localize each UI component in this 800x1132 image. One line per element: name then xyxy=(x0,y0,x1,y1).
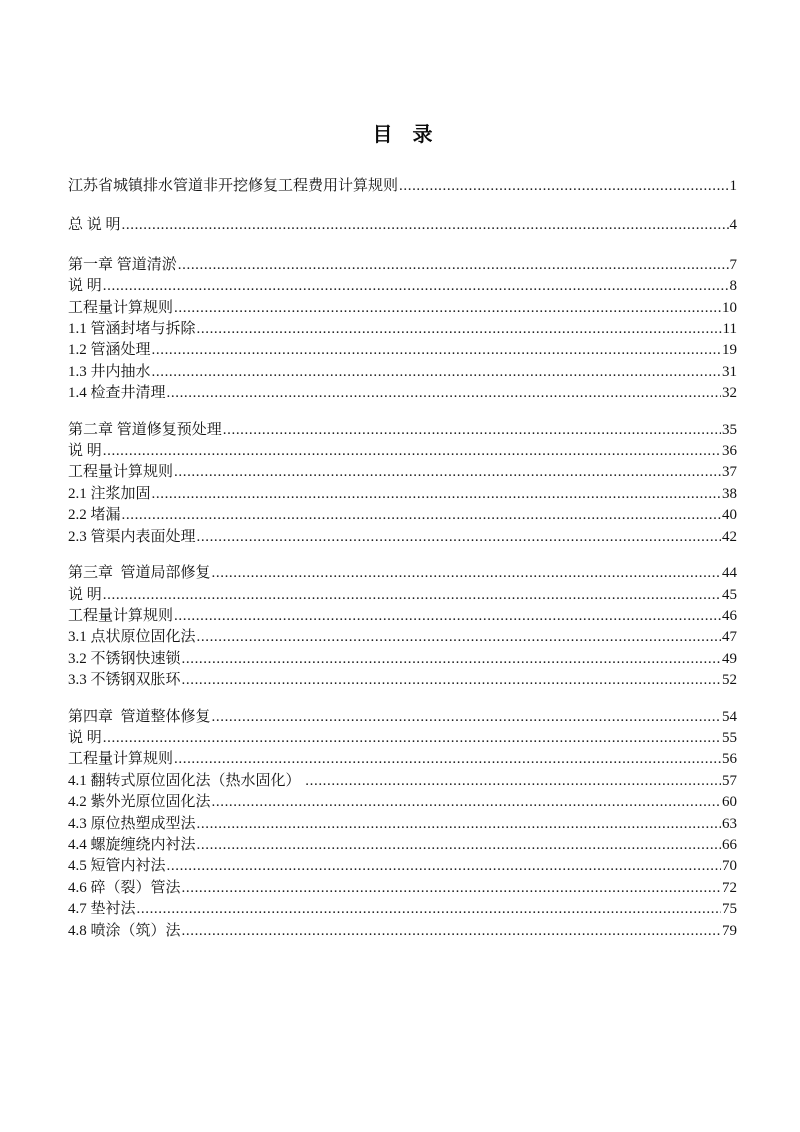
toc-entry-label: 说 明 xyxy=(68,729,102,746)
toc-dot-leader xyxy=(197,627,721,648)
toc-entry-page: 19 xyxy=(722,342,737,359)
toc-entry-page: 63 xyxy=(722,815,737,832)
toc-dot-leader xyxy=(399,176,728,197)
toc-list xyxy=(68,176,737,942)
toc-entry-label: 工程量计算规则 xyxy=(68,751,174,768)
toc-entry-label: 总 说 明 xyxy=(68,217,121,234)
toc-entry xyxy=(68,276,737,297)
toc-entry-label: 4.4 螺旋缠绕内衬法 xyxy=(68,836,196,853)
toc-entry-page: 11 xyxy=(722,321,737,338)
toc-entry xyxy=(68,362,737,383)
toc-dot-leader xyxy=(174,749,721,770)
toc-dot-leader xyxy=(212,707,721,728)
toc-entry xyxy=(68,606,737,627)
toc-dot-leader xyxy=(197,814,721,835)
toc-dot-leader xyxy=(103,441,721,462)
toc-entry xyxy=(68,814,737,835)
toc-entry-label: 4.6 碎（裂）管法 xyxy=(68,879,181,896)
toc-dot-leader xyxy=(212,563,721,584)
toc-entry xyxy=(68,649,737,670)
toc-entry-page: 36 xyxy=(722,443,737,460)
toc-entry-label: 3.3 不锈钢双胀环 xyxy=(68,672,181,689)
toc-entry xyxy=(68,176,737,197)
toc-entry-label: 2.3 管渠内表面处理 xyxy=(68,528,196,545)
toc-entry-page: 49 xyxy=(722,650,737,667)
toc-entry xyxy=(68,899,737,920)
toc-dot-leader xyxy=(174,606,721,627)
toc-dot-leader xyxy=(152,340,721,361)
toc-section xyxy=(68,176,737,197)
toc-entry-label: 说 明 xyxy=(68,586,102,603)
toc-entry-page: 32 xyxy=(722,385,737,402)
toc-dot-leader xyxy=(122,505,721,526)
toc-entry-page: 8 xyxy=(729,278,737,295)
toc-entry-page: 66 xyxy=(722,836,737,853)
toc-entry xyxy=(68,527,737,548)
toc-dot-leader xyxy=(103,728,721,749)
toc-entry-page: 75 xyxy=(722,901,737,918)
toc-dot-leader xyxy=(103,276,729,297)
toc-entry-label: 3.1 点状原位固化法 xyxy=(68,629,196,646)
toc-dot-leader xyxy=(182,670,721,691)
toc-entry xyxy=(68,835,737,856)
toc-entry-label: 2.2 堵漏 xyxy=(68,507,121,524)
toc-entry-label: 4.2 紫外光原位固化法 xyxy=(68,794,211,811)
toc-entry-page: 7 xyxy=(729,256,737,273)
toc-entry-page: 35 xyxy=(722,421,737,438)
toc-entry-page: 44 xyxy=(722,565,737,582)
toc-section xyxy=(68,215,737,236)
toc-dot-leader xyxy=(103,585,721,606)
toc-entry-page: 60 xyxy=(722,794,737,811)
toc-entry-page: 47 xyxy=(722,629,737,646)
toc-entry-page: 10 xyxy=(722,299,737,316)
toc-entry-label: 4.8 喷涂（筑）法 xyxy=(68,922,181,939)
toc-entry-page: 52 xyxy=(722,672,737,689)
toc-dot-leader xyxy=(223,420,721,441)
toc-entry xyxy=(68,215,737,236)
toc-dot-leader xyxy=(174,462,721,483)
toc-entry-page: 4 xyxy=(729,217,737,234)
toc-entry xyxy=(68,441,737,462)
toc-entry xyxy=(68,792,737,813)
toc-entry-page: 1 xyxy=(729,178,737,194)
toc-entry-page: 45 xyxy=(722,586,737,603)
toc-entry xyxy=(68,383,737,404)
toc-entry-page: 72 xyxy=(722,879,737,896)
toc-entry-label: 说 明 xyxy=(68,443,102,460)
toc-entry-label: 说 明 xyxy=(68,278,102,295)
toc-section xyxy=(68,563,737,691)
toc-entry-label: 4.1 翻转式原位固化法（热水固化） xyxy=(68,772,305,789)
toc-entry xyxy=(68,878,737,899)
toc-entry xyxy=(68,856,737,877)
toc-entry-label: 3.2 不锈钢快速锁 xyxy=(68,650,181,667)
toc-dot-leader xyxy=(305,771,721,792)
toc-dot-leader xyxy=(174,298,721,319)
toc-dot-leader xyxy=(182,649,721,670)
toc-title: 目 录 xyxy=(372,124,433,146)
toc-entry xyxy=(68,505,737,526)
toc-entry-label: 4.5 短管内衬法 xyxy=(68,858,166,875)
toc-entry xyxy=(68,749,737,770)
toc-section xyxy=(68,255,737,405)
toc-entry-label: 第一章 管道清淤 xyxy=(68,256,177,273)
toc-dot-leader xyxy=(178,255,729,276)
toc-entry-label: 4.7 垫衬法 xyxy=(68,901,136,918)
toc-entry xyxy=(68,670,737,691)
toc-entry xyxy=(68,340,737,361)
toc-entry-page: 55 xyxy=(722,729,737,746)
toc-entry-label: 1.1 管涵封堵与拆除 xyxy=(68,321,196,338)
toc-entry xyxy=(68,563,737,584)
toc-section xyxy=(68,420,737,548)
toc-dot-leader xyxy=(197,835,721,856)
toc-dot-leader xyxy=(197,527,721,548)
toc-entry-page: 42 xyxy=(722,528,737,545)
toc-entry xyxy=(68,921,737,942)
toc-entry-page: 37 xyxy=(722,464,737,481)
toc-entry-label: 1.4 检查井清理 xyxy=(68,385,166,402)
toc-entry-page: 46 xyxy=(722,607,737,624)
toc-entry-page: 38 xyxy=(722,485,737,502)
toc-dot-leader xyxy=(152,484,721,505)
toc-entry-label: 4.3 原位热塑成型法 xyxy=(68,815,196,832)
toc-entry-label: 1.3 井内抽水 xyxy=(68,363,151,380)
toc-entry-label: 工程量计算规则 xyxy=(68,607,174,624)
toc-entry-page: 40 xyxy=(722,507,737,524)
toc-entry-page: 79 xyxy=(722,922,737,939)
toc-dot-leader xyxy=(212,792,721,813)
toc-entry xyxy=(68,707,737,728)
toc-entry xyxy=(68,484,737,505)
toc-entry xyxy=(68,255,737,276)
toc-entry xyxy=(68,585,737,606)
toc-entry xyxy=(68,298,737,319)
toc-entry-label: 工程量计算规则 xyxy=(68,299,174,316)
toc-entry-page: 31 xyxy=(722,363,737,380)
toc-dot-leader xyxy=(167,856,721,877)
toc-dot-leader xyxy=(167,383,721,404)
toc-entry-page: 56 xyxy=(722,751,737,768)
toc-entry xyxy=(68,462,737,483)
toc-dot-leader xyxy=(122,215,729,236)
toc-entry xyxy=(68,420,737,441)
toc-dot-leader xyxy=(197,319,722,340)
toc-entry-label: 工程量计算规则 xyxy=(68,464,174,481)
toc-entry-label: 2.1 注浆加固 xyxy=(68,485,151,502)
toc-entry xyxy=(68,728,737,749)
toc-section xyxy=(68,707,737,942)
toc-entry xyxy=(68,627,737,648)
toc-entry-label: 1.2 管涵处理 xyxy=(68,342,151,359)
toc-entry-label: 第二章 管道修复预处理 xyxy=(68,421,222,438)
toc-entry xyxy=(68,771,737,792)
toc-dot-leader xyxy=(152,362,721,383)
toc-entry-label: 第四章 管道整体修复 xyxy=(68,708,211,725)
toc-entry-label: 江苏省城镇排水管道非开挖修复工程费用计算规则 xyxy=(68,178,399,194)
toc-entry-page: 54 xyxy=(722,708,737,725)
toc-entry xyxy=(68,319,737,340)
toc-dot-leader xyxy=(137,899,721,920)
toc-entry-label: 第三章 管道局部修复 xyxy=(68,565,211,582)
toc-dot-leader xyxy=(182,878,721,899)
toc-dot-leader xyxy=(182,921,721,942)
toc-entry-page: 70 xyxy=(722,858,737,875)
toc-entry-page: 57 xyxy=(722,772,737,789)
